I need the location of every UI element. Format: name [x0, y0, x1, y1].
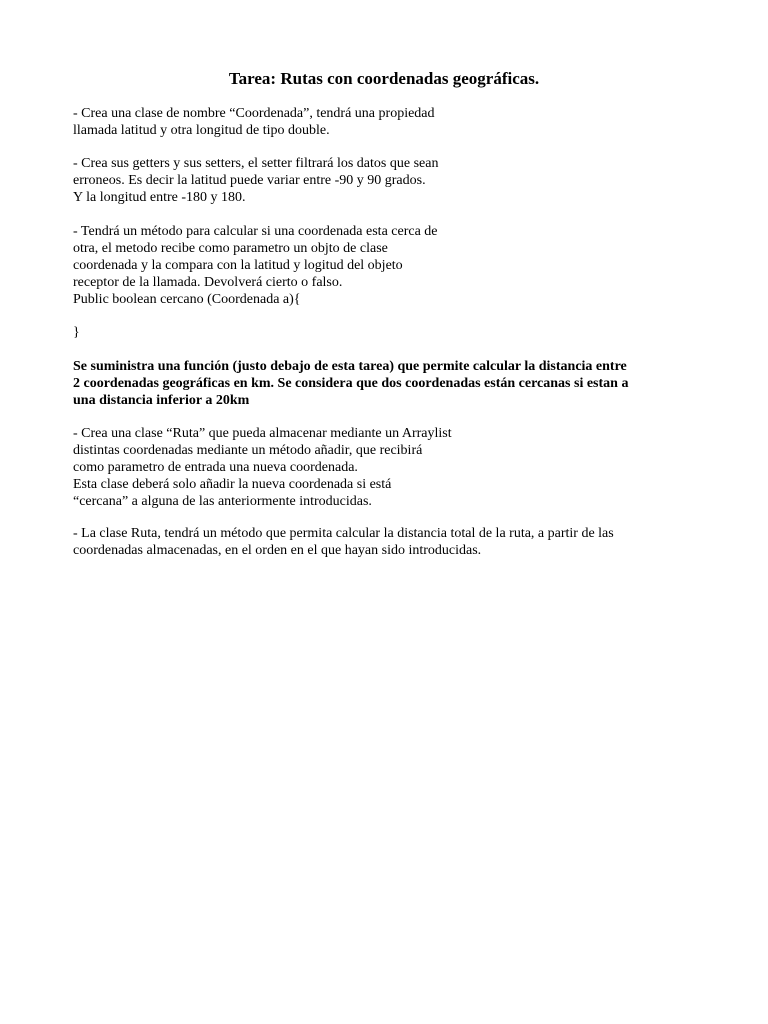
text-line: Esta clase deberá solo añadir la nueva coordenada si está — [73, 477, 392, 492]
text-line: como parametro de entrada una nueva coordenada. — [73, 460, 358, 475]
text-line: una distancia inferior a 20km — [73, 393, 250, 408]
text-line: llamada latitud y otra longitud de tipo double. — [73, 123, 330, 138]
text-line: Se suministra una función (justo debajo de esta tarea) que permite calcular la distancia entre — [73, 359, 627, 374]
text-line: Y la longitud entre -180 y 180. — [73, 190, 246, 205]
paragraph-getters-setters — [73, 155, 438, 206]
text-line: - Tendrá un método para calcular si una coordenada esta cerca de — [73, 224, 438, 239]
text-line: - La clase Ruta, tendrá un método que permita calcular la distancia total de la ruta, a partir de las — [73, 526, 614, 541]
text-line: - Crea una clase “Ruta” que pueda almacenar mediante un Arraylist — [73, 426, 452, 441]
paragraph-total-distance — [73, 525, 614, 559]
text-line: - Crea sus getters y sus setters, el setter filtrará los datos que sean — [73, 156, 439, 171]
text-line: coordenadas almacenadas, en el orden en el que hayan sido introducidas. — [73, 543, 482, 558]
code-closing-brace: } — [73, 325, 80, 340]
text-line: receptor de la llamada. Devolverá cierto o falso. — [73, 275, 343, 290]
paragraph-closing-brace — [73, 324, 80, 341]
text-line: coordenada y la compara con la latitud y logitud del objeto — [73, 258, 403, 273]
paragraph-cercano-method — [73, 223, 438, 308]
paragraph-ruta-class — [73, 425, 452, 510]
text-line: otra, el metodo recibe como parametro un objto de clase — [73, 241, 388, 256]
paragraph-coordenada-class — [73, 105, 435, 139]
text-line: - Crea una clase de nombre “Coordenada”, tendrá una propiedad — [73, 106, 435, 121]
code-signature-line: Public boolean cercano (Coordenada a){ — [73, 292, 301, 307]
text-line: distintas coordenadas mediante un método añadir, que recibirá — [73, 443, 423, 458]
text-line: 2 coordenadas geográficas en km. Se considera que dos coordenadas están cercanas si estan a — [73, 376, 629, 391]
document-title: Tarea: Rutas con coordenadas geográficas. — [228, 69, 540, 88]
paragraph-distance-note — [73, 358, 628, 409]
text-line: “cercana” a alguna de las anteriormente introducidas. — [73, 494, 372, 509]
text-line: erroneos. Es decir la latitud puede variar entre -90 y 90 grados. — [73, 173, 426, 188]
